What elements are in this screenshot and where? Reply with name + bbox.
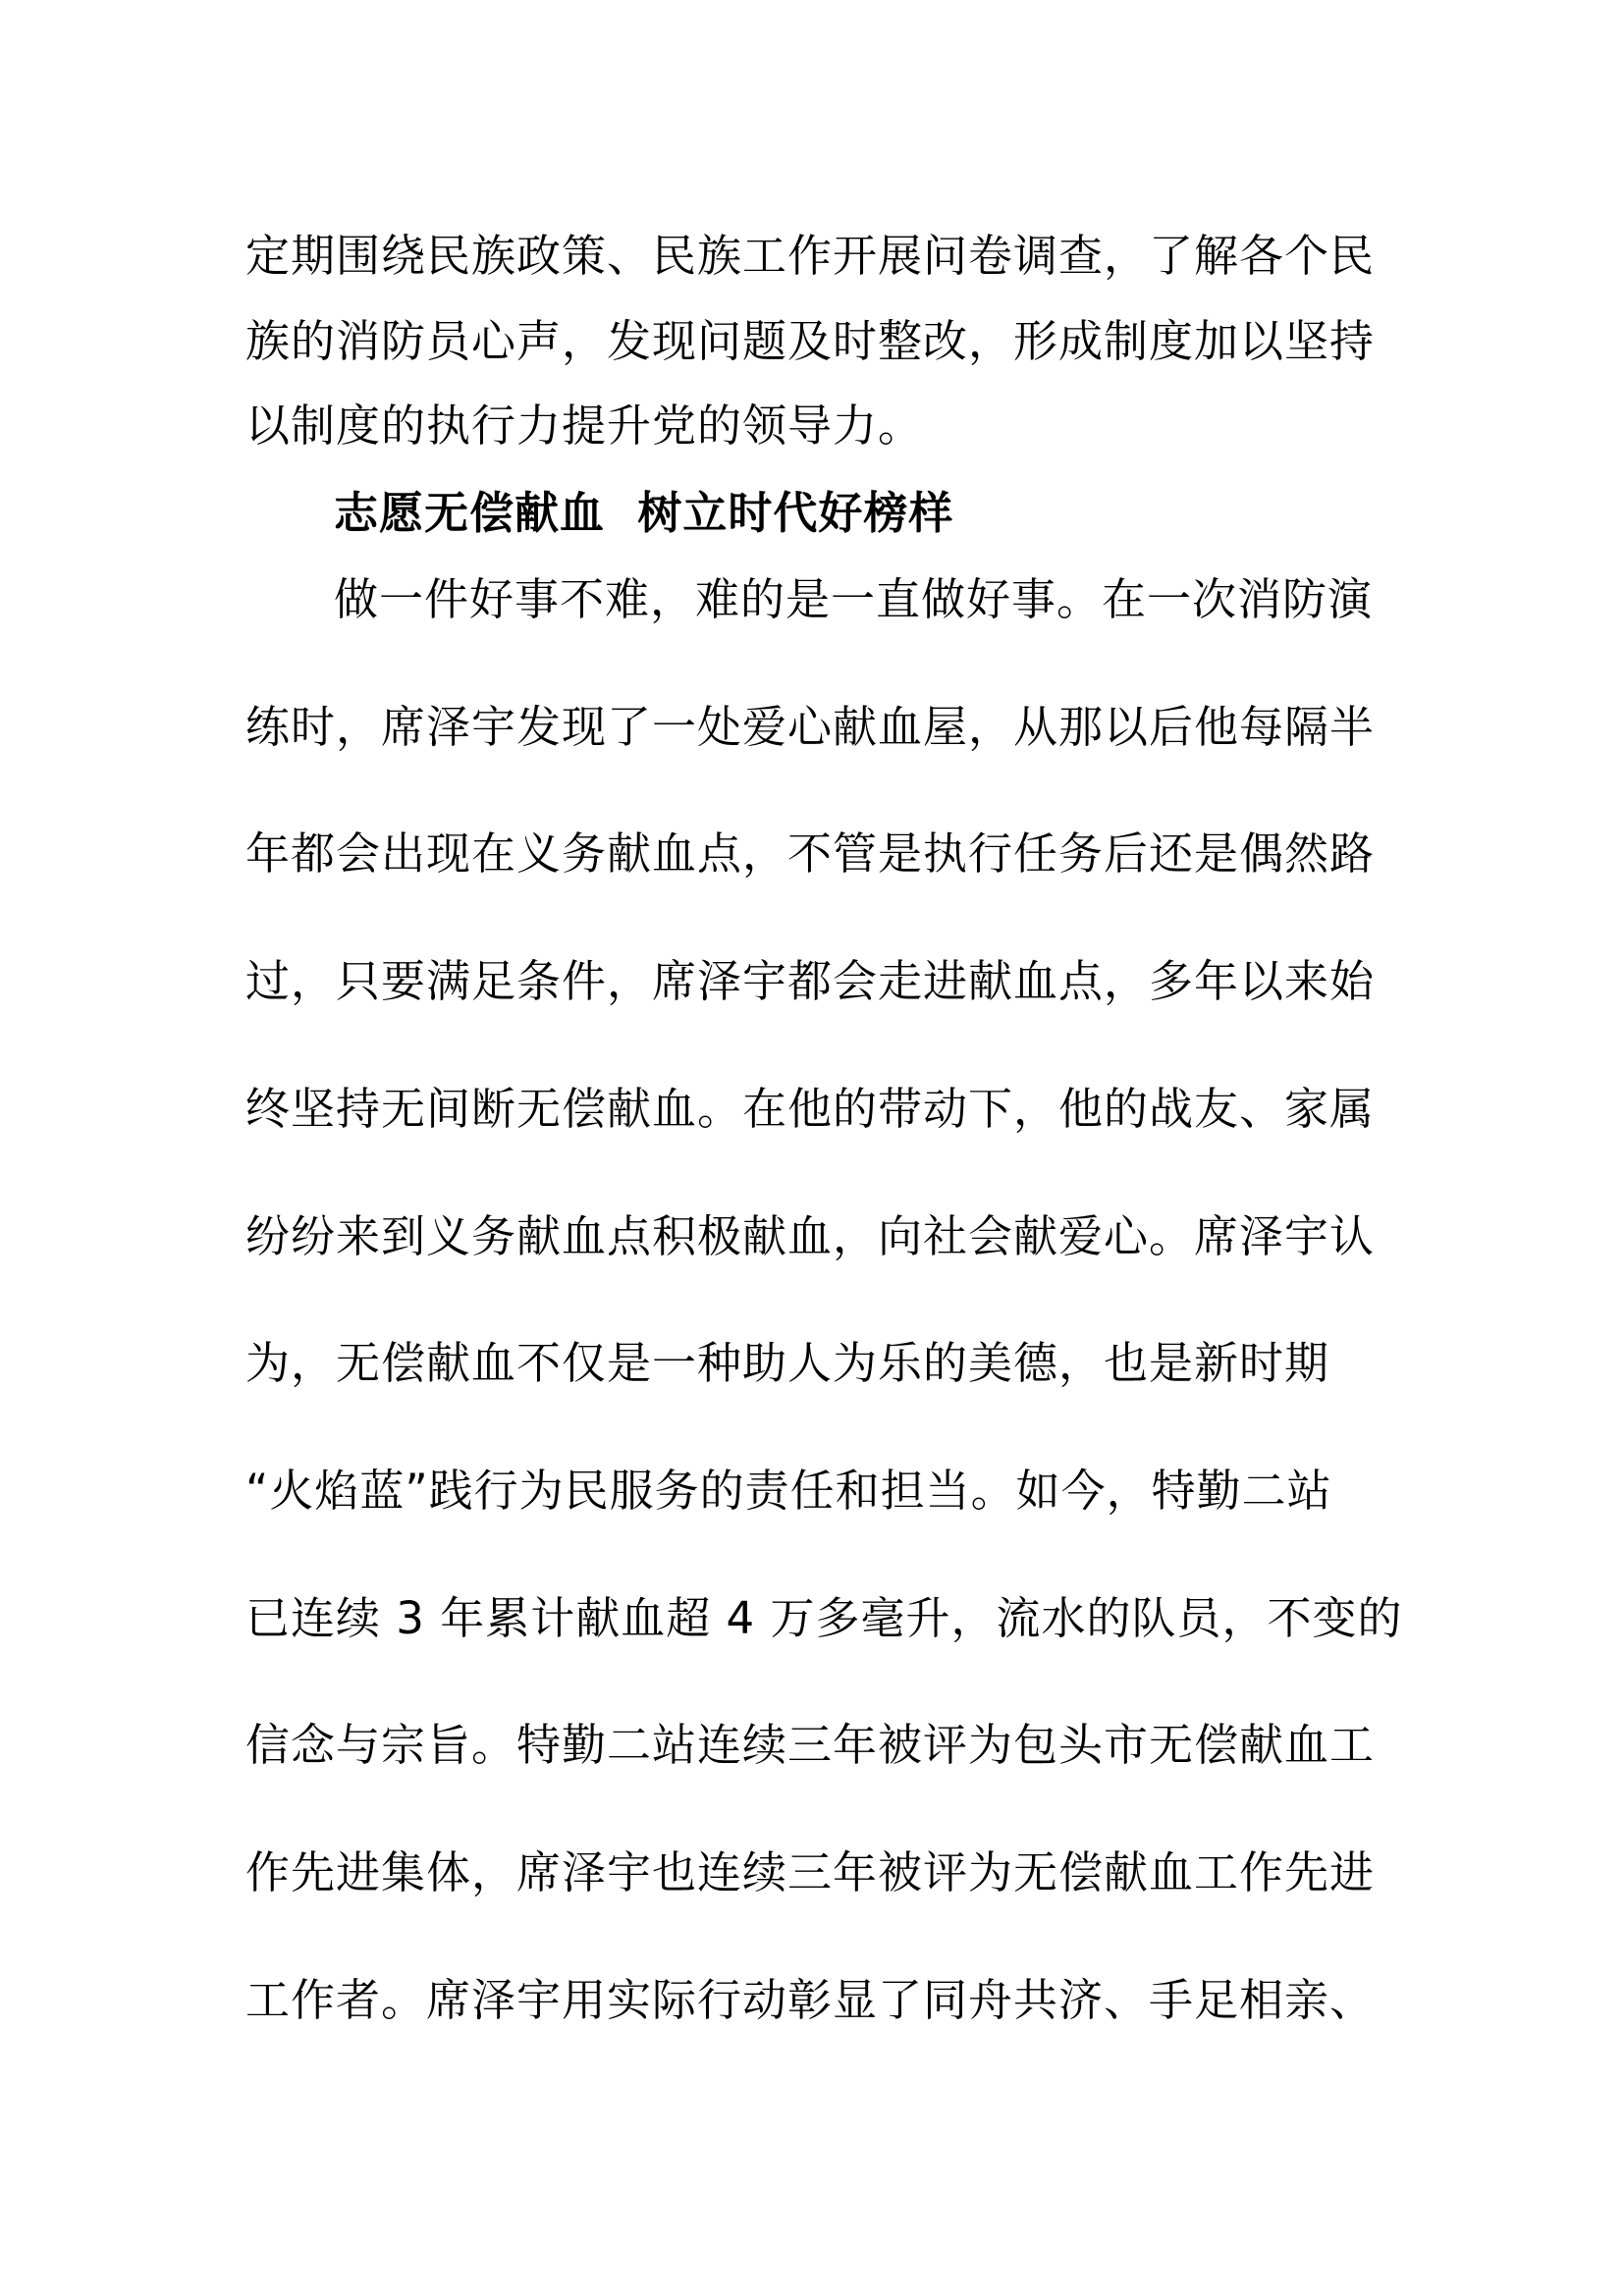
paragraph-line: 信念与宗旨。特勤二站连续三年被评为包头市无偿献血工	[245, 1719, 1376, 1772]
paragraph-line: 纷纷来到义务献血点积极献血，向社会献爱心。席泽宇认	[245, 1209, 1376, 1262]
paragraph-line: 族的消防员心声，发现问题及时整改，形成制度加以坚持	[245, 314, 1376, 367]
paragraph-line: 以制度的执行力提升党的领导力。	[245, 400, 924, 452]
paragraph-line: 为，无偿献血不仅是一种助人为乐的美德，也是新时期	[245, 1337, 1330, 1390]
paragraph-line: 过，只要满足条件，席泽宇都会走进献血点，多年以来始	[245, 955, 1376, 1008]
paragraph-line: “火焰蓝”践行为民服务的责任和担当。如今，特勤二站	[245, 1464, 1332, 1517]
paragraph-line: 定期围绕民族政策、民族工作开展问卷调查，了解各个民	[245, 230, 1376, 282]
paragraph-line: 工作者。席泽宇用实际行动彰显了同舟共济、手足相亲、	[245, 1973, 1376, 2026]
body-paragraph	[245, 536, 1403, 2063]
section-heading-text: 志愿无偿献血 树立时代好榜样	[334, 487, 954, 539]
paragraph-line: 练时，席泽宇发现了一处爱心献血屋，从那以后他每隔半	[245, 700, 1376, 753]
paragraph-line: 终坚持无间断无偿献血。在他的带动下，他的战友、家属	[245, 1082, 1376, 1135]
paragraph-line: 做一件好事不难，难的是一直做好事。在一次消防演	[334, 573, 1374, 625]
paragraph-line: 作先进集体，席泽宇也连续三年被评为无偿献血工作先进	[245, 1846, 1376, 1899]
continued-paragraph	[245, 214, 1384, 469]
paragraph-line: 已连续 3 年累计献血超 4 万多毫升，流水的队员，不变的	[245, 1591, 1403, 1644]
paragraph-line: 年都会出现在义务献血点，不管是执行任务后还是偶然路	[245, 828, 1376, 881]
